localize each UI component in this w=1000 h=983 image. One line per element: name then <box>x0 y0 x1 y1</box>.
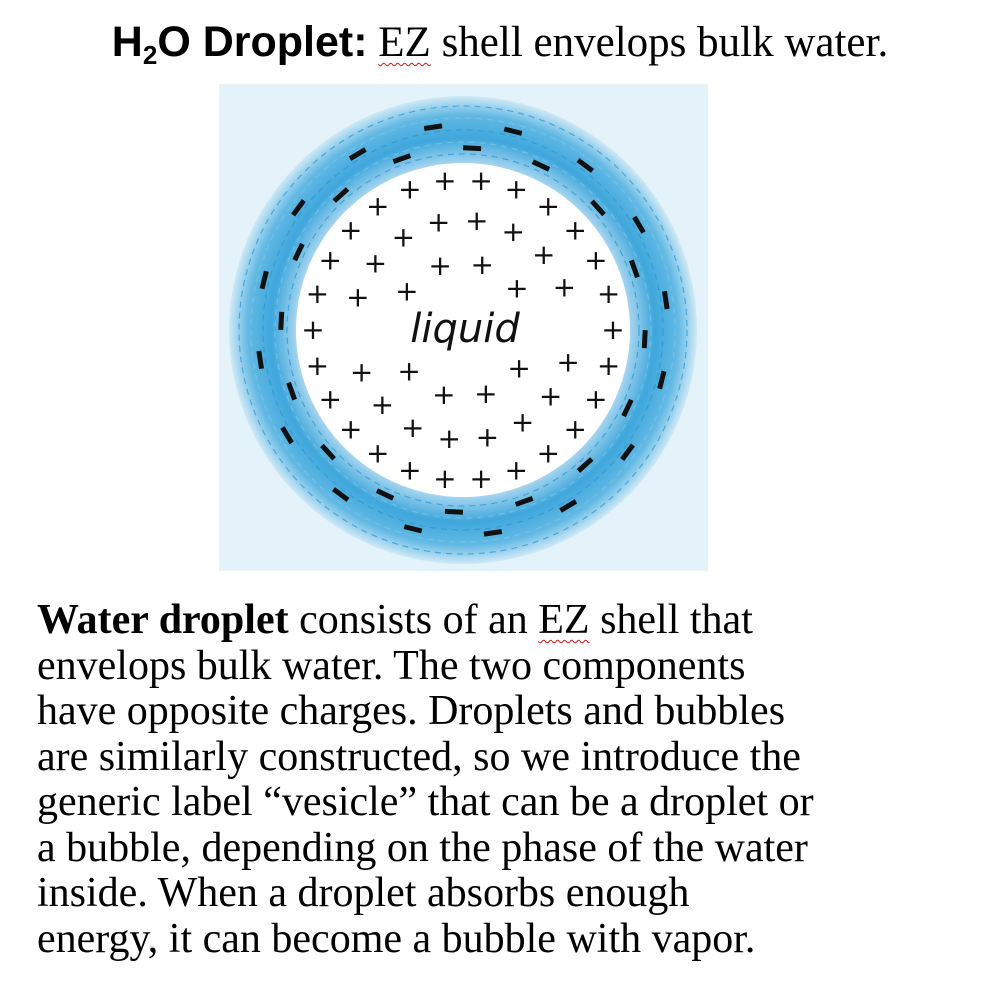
plus-charge: + <box>504 172 528 206</box>
title-droplet <box>157 18 367 66</box>
minus-charge <box>445 509 463 515</box>
para-line-6: a bubble, depending on the phase of the water <box>37 824 808 871</box>
plus-charge: + <box>510 405 535 439</box>
plus-charge: + <box>531 238 556 272</box>
plus-charge: + <box>433 461 457 495</box>
para-line-1 <box>37 598 977 644</box>
plus-charge: + <box>465 203 489 237</box>
plus-charge: + <box>349 355 374 389</box>
para-ez: EZ <box>538 597 590 643</box>
para-line-2: envelops bulk water. The two components <box>37 642 746 689</box>
droplet-svg <box>219 84 708 571</box>
para-line-5: generic label “vesicle” that can be a droplet or <box>37 779 814 825</box>
plus-charge: + <box>504 453 528 487</box>
plus-charge: + <box>433 164 457 198</box>
plus-charge: + <box>338 412 363 446</box>
plus-charge: + <box>397 354 421 388</box>
plus-charge: + <box>505 271 529 305</box>
plus-charge: + <box>536 189 560 223</box>
plus-charge: + <box>501 215 525 249</box>
droplet-diagram <box>219 84 708 571</box>
plus-charge: + <box>475 420 500 454</box>
plus-charge: + <box>305 277 330 311</box>
para-line-1b: shell that <box>589 597 753 643</box>
title-subscript: 2 <box>142 40 158 70</box>
plus-charge: + <box>584 243 608 277</box>
minus-charge <box>642 330 648 348</box>
plus-charge: + <box>469 461 493 495</box>
plus-charge: + <box>563 412 588 446</box>
plus-charge: + <box>596 277 621 311</box>
plus-charge: + <box>556 345 580 379</box>
liquid-label: liquid <box>410 306 520 352</box>
plus-charge: + <box>318 382 342 416</box>
title-h: H <box>111 18 143 66</box>
para-line-8: energy, it can become a bubble with vapor. <box>37 915 756 962</box>
title-rest: O Droplet: <box>157 18 368 66</box>
plus-charge: + <box>398 453 422 487</box>
para-line-4: are similarly constructed, so we introduce the <box>37 733 801 780</box>
plus-charge: + <box>584 382 608 416</box>
para-line-7: inside. When a droplet absorbs enough <box>37 870 690 916</box>
plus-charge: + <box>398 172 422 206</box>
plus-charge: + <box>301 313 325 346</box>
para-bold-term: Water droplet <box>37 597 289 643</box>
figure-title <box>0 14 1000 71</box>
plus-charge: + <box>363 246 388 280</box>
plus-charge: + <box>338 213 363 247</box>
plus-charge: + <box>305 348 330 382</box>
title-chemical <box>111 18 368 70</box>
plus-charge: + <box>370 387 395 421</box>
plus-charge: + <box>437 422 461 456</box>
minus-charge <box>463 145 481 151</box>
plus-charge: + <box>536 436 560 470</box>
plus-charge: + <box>391 220 416 254</box>
title-tail: shell envelops bulk water. <box>430 19 889 66</box>
plus-charge: + <box>366 436 390 470</box>
plus-charge: + <box>346 280 370 314</box>
body-paragraph <box>37 598 977 962</box>
title-description <box>378 19 888 66</box>
plus-charge: + <box>474 377 498 411</box>
plus-charge: + <box>318 243 342 277</box>
para-line-1a: consists of an <box>288 597 539 643</box>
plus-charge: + <box>470 247 494 281</box>
plus-charge: + <box>507 351 531 385</box>
para-line-3: have opposite charges. Droplets and bubbles <box>37 688 786 734</box>
plus-charge: + <box>552 270 577 304</box>
plus-charge: + <box>432 378 456 412</box>
plus-charge: + <box>428 248 452 282</box>
plus-charge: + <box>596 348 621 382</box>
plus-charge: + <box>401 410 425 444</box>
minus-charge <box>278 312 284 330</box>
plus-charge: + <box>538 379 563 413</box>
plus-charge: + <box>601 313 625 346</box>
title-ez: EZ <box>378 19 431 66</box>
plus-charge: + <box>563 213 588 247</box>
plus-charge: + <box>426 205 451 239</box>
plus-charge: + <box>469 164 493 198</box>
plus-charge: + <box>366 189 390 223</box>
plus-charge: + <box>395 274 419 308</box>
